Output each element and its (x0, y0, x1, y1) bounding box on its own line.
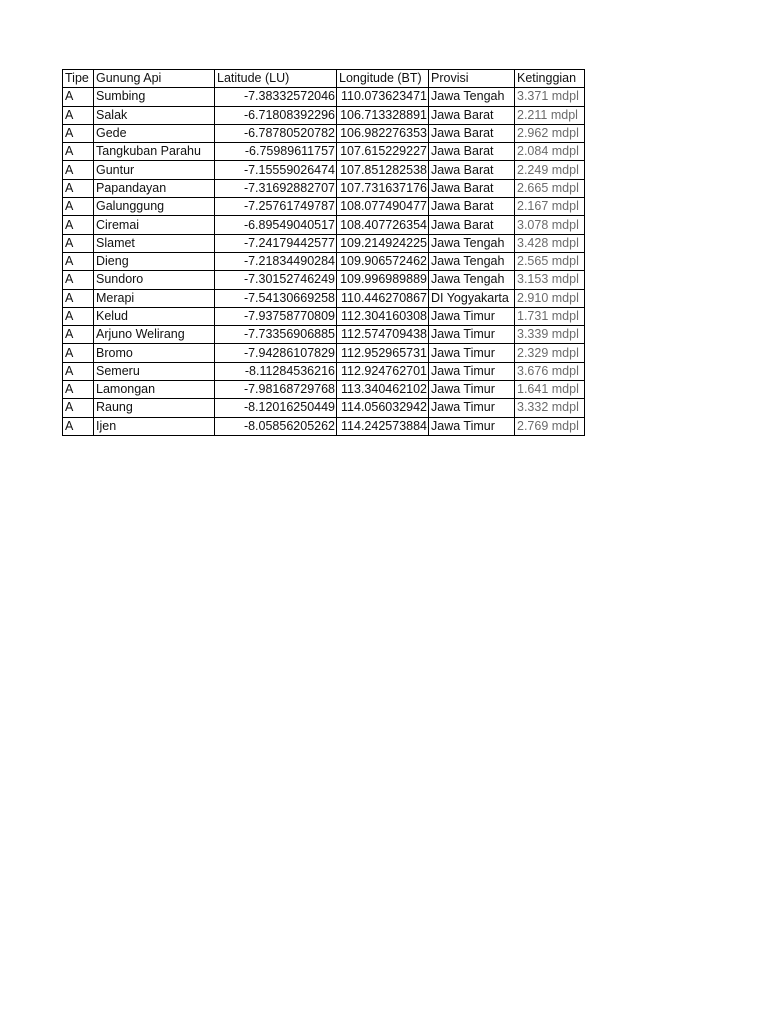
cell-provisi: Jawa Barat (429, 124, 515, 142)
header-provisi: Provisi (429, 70, 515, 88)
cell-provisi: Jawa Barat (429, 216, 515, 234)
cell-tipe: A (63, 143, 94, 161)
cell-latitude: -7.54130669258 (215, 289, 337, 307)
table-row (63, 417, 585, 435)
cell-tipe: A (63, 271, 94, 289)
cell-gunung-api: Semeru (94, 362, 215, 380)
cell-longitude: 108.407726354 (337, 216, 429, 234)
cell-ketinggian: 2.910 mdpl (515, 289, 585, 307)
header-tipe: Tipe (63, 70, 94, 88)
cell-tipe: A (63, 179, 94, 197)
cell-provisi: Jawa Timur (429, 399, 515, 417)
cell-provisi: Jawa Tengah (429, 252, 515, 270)
cell-provisi: Jawa Barat (429, 161, 515, 179)
cell-ketinggian: 3.332 mdpl (515, 399, 585, 417)
table-row (63, 399, 585, 417)
header-ketinggian: Ketinggian (515, 70, 585, 88)
cell-gunung-api: Raung (94, 399, 215, 417)
cell-latitude: -6.75989611757 (215, 143, 337, 161)
cell-ketinggian: 2.329 mdpl (515, 344, 585, 362)
table-row (63, 344, 585, 362)
cell-longitude: 108.077490477 (337, 198, 429, 216)
cell-ketinggian: 3.676 mdpl (515, 362, 585, 380)
table-row (63, 381, 585, 399)
cell-longitude: 109.906572462 (337, 252, 429, 270)
cell-provisi: Jawa Barat (429, 106, 515, 124)
cell-provisi: Jawa Timur (429, 344, 515, 362)
cell-gunung-api: Salak (94, 106, 215, 124)
cell-gunung-api: Kelud (94, 307, 215, 325)
cell-latitude: -7.73356906885 (215, 326, 337, 344)
cell-latitude: -6.89549040517 (215, 216, 337, 234)
table-row (63, 106, 585, 124)
cell-latitude: -7.31692882707 (215, 179, 337, 197)
cell-latitude: -7.24179442577 (215, 234, 337, 252)
cell-tipe: A (63, 399, 94, 417)
table-row (63, 252, 585, 270)
cell-longitude: 112.952965731 (337, 344, 429, 362)
table-row (63, 179, 585, 197)
cell-ketinggian: 3.153 mdpl (515, 271, 585, 289)
cell-tipe: A (63, 216, 94, 234)
cell-provisi: Jawa Timur (429, 326, 515, 344)
cell-longitude: 107.851282538 (337, 161, 429, 179)
cell-tipe: A (63, 234, 94, 252)
cell-longitude: 110.073623471 (337, 88, 429, 106)
cell-longitude: 110.446270867 (337, 289, 429, 307)
cell-tipe: A (63, 88, 94, 106)
cell-latitude: -8.05856205262 (215, 417, 337, 435)
cell-latitude: -7.98168729768 (215, 381, 337, 399)
table-body (63, 88, 585, 436)
cell-latitude: -7.25761749787 (215, 198, 337, 216)
cell-longitude: 106.982276353 (337, 124, 429, 142)
cell-tipe: A (63, 381, 94, 399)
cell-longitude: 114.242573884 (337, 417, 429, 435)
cell-ketinggian: 3.428 mdpl (515, 234, 585, 252)
cell-provisi: DI Yogyakarta (429, 289, 515, 307)
table-row (63, 124, 585, 142)
cell-ketinggian: 2.084 mdpl (515, 143, 585, 161)
cell-latitude: -7.21834490284 (215, 252, 337, 270)
cell-ketinggian: 2.249 mdpl (515, 161, 585, 179)
cell-latitude: -6.71808392296 (215, 106, 337, 124)
cell-tipe: A (63, 307, 94, 325)
table-header-row (63, 70, 585, 88)
cell-longitude: 112.574709438 (337, 326, 429, 344)
cell-latitude: -6.78780520782 (215, 124, 337, 142)
cell-provisi: Jawa Barat (429, 179, 515, 197)
table-row (63, 198, 585, 216)
header-longitude: Longitude (BT) (337, 70, 429, 88)
cell-latitude: -7.93758770809 (215, 307, 337, 325)
table-row (63, 161, 585, 179)
cell-latitude: -8.11284536216 (215, 362, 337, 380)
cell-tipe: A (63, 417, 94, 435)
table-row (63, 216, 585, 234)
cell-latitude: -7.94286107829 (215, 344, 337, 362)
table-row (63, 307, 585, 325)
cell-ketinggian: 3.078 mdpl (515, 216, 585, 234)
cell-longitude: 113.340462102 (337, 381, 429, 399)
cell-gunung-api: Gede (94, 124, 215, 142)
cell-ketinggian: 3.371 mdpl (515, 88, 585, 106)
cell-provisi: Jawa Timur (429, 362, 515, 380)
cell-provisi: Jawa Timur (429, 307, 515, 325)
cell-tipe: A (63, 362, 94, 380)
cell-provisi: Jawa Barat (429, 198, 515, 216)
cell-ketinggian: 1.641 mdpl (515, 381, 585, 399)
cell-longitude: 112.924762701 (337, 362, 429, 380)
cell-gunung-api: Galunggung (94, 198, 215, 216)
cell-tipe: A (63, 344, 94, 362)
cell-gunung-api: Merapi (94, 289, 215, 307)
cell-tipe: A (63, 106, 94, 124)
cell-longitude: 112.304160308 (337, 307, 429, 325)
cell-tipe: A (63, 198, 94, 216)
table-row (63, 143, 585, 161)
cell-tipe: A (63, 124, 94, 142)
cell-gunung-api: Papandayan (94, 179, 215, 197)
cell-longitude: 109.214924225 (337, 234, 429, 252)
cell-ketinggian: 2.962 mdpl (515, 124, 585, 142)
table-row (63, 326, 585, 344)
cell-tipe: A (63, 289, 94, 307)
cell-latitude: -7.30152746249 (215, 271, 337, 289)
cell-ketinggian: 2.769 mdpl (515, 417, 585, 435)
cell-gunung-api: Ciremai (94, 216, 215, 234)
cell-latitude: -7.15559026474 (215, 161, 337, 179)
cell-latitude: -7.38332572046 (215, 88, 337, 106)
cell-ketinggian: 3.339 mdpl (515, 326, 585, 344)
header-gunung-api: Gunung Api (94, 70, 215, 88)
cell-ketinggian: 2.565 mdpl (515, 252, 585, 270)
cell-gunung-api: Lamongan (94, 381, 215, 399)
volcano-table (62, 69, 585, 436)
cell-provisi: Jawa Barat (429, 143, 515, 161)
cell-tipe: A (63, 326, 94, 344)
table-row (63, 234, 585, 252)
cell-gunung-api: Dieng (94, 252, 215, 270)
table-row (63, 362, 585, 380)
cell-tipe: A (63, 252, 94, 270)
cell-gunung-api: Guntur (94, 161, 215, 179)
cell-longitude: 107.731637176 (337, 179, 429, 197)
cell-tipe: A (63, 161, 94, 179)
table-row (63, 289, 585, 307)
cell-latitude: -8.12016250449 (215, 399, 337, 417)
cell-provisi: Jawa Timur (429, 381, 515, 399)
cell-provisi: Jawa Tengah (429, 234, 515, 252)
cell-gunung-api: Tangkuban Parahu (94, 143, 215, 161)
cell-provisi: Jawa Tengah (429, 88, 515, 106)
cell-longitude: 109.996989889 (337, 271, 429, 289)
cell-gunung-api: Bromo (94, 344, 215, 362)
cell-provisi: Jawa Tengah (429, 271, 515, 289)
cell-longitude: 107.615229227 (337, 143, 429, 161)
cell-ketinggian: 1.731 mdpl (515, 307, 585, 325)
cell-ketinggian: 2.211 mdpl (515, 106, 585, 124)
cell-gunung-api: Sumbing (94, 88, 215, 106)
cell-gunung-api: Slamet (94, 234, 215, 252)
cell-provisi: Jawa Timur (429, 417, 515, 435)
table-row (63, 88, 585, 106)
cell-longitude: 114.056032942 (337, 399, 429, 417)
table-row (63, 271, 585, 289)
cell-longitude: 106.713328891 (337, 106, 429, 124)
header-latitude: Latitude (LU) (215, 70, 337, 88)
cell-gunung-api: Ijen (94, 417, 215, 435)
cell-ketinggian: 2.167 mdpl (515, 198, 585, 216)
cell-gunung-api: Sundoro (94, 271, 215, 289)
cell-ketinggian: 2.665 mdpl (515, 179, 585, 197)
cell-gunung-api: Arjuno Welirang (94, 326, 215, 344)
